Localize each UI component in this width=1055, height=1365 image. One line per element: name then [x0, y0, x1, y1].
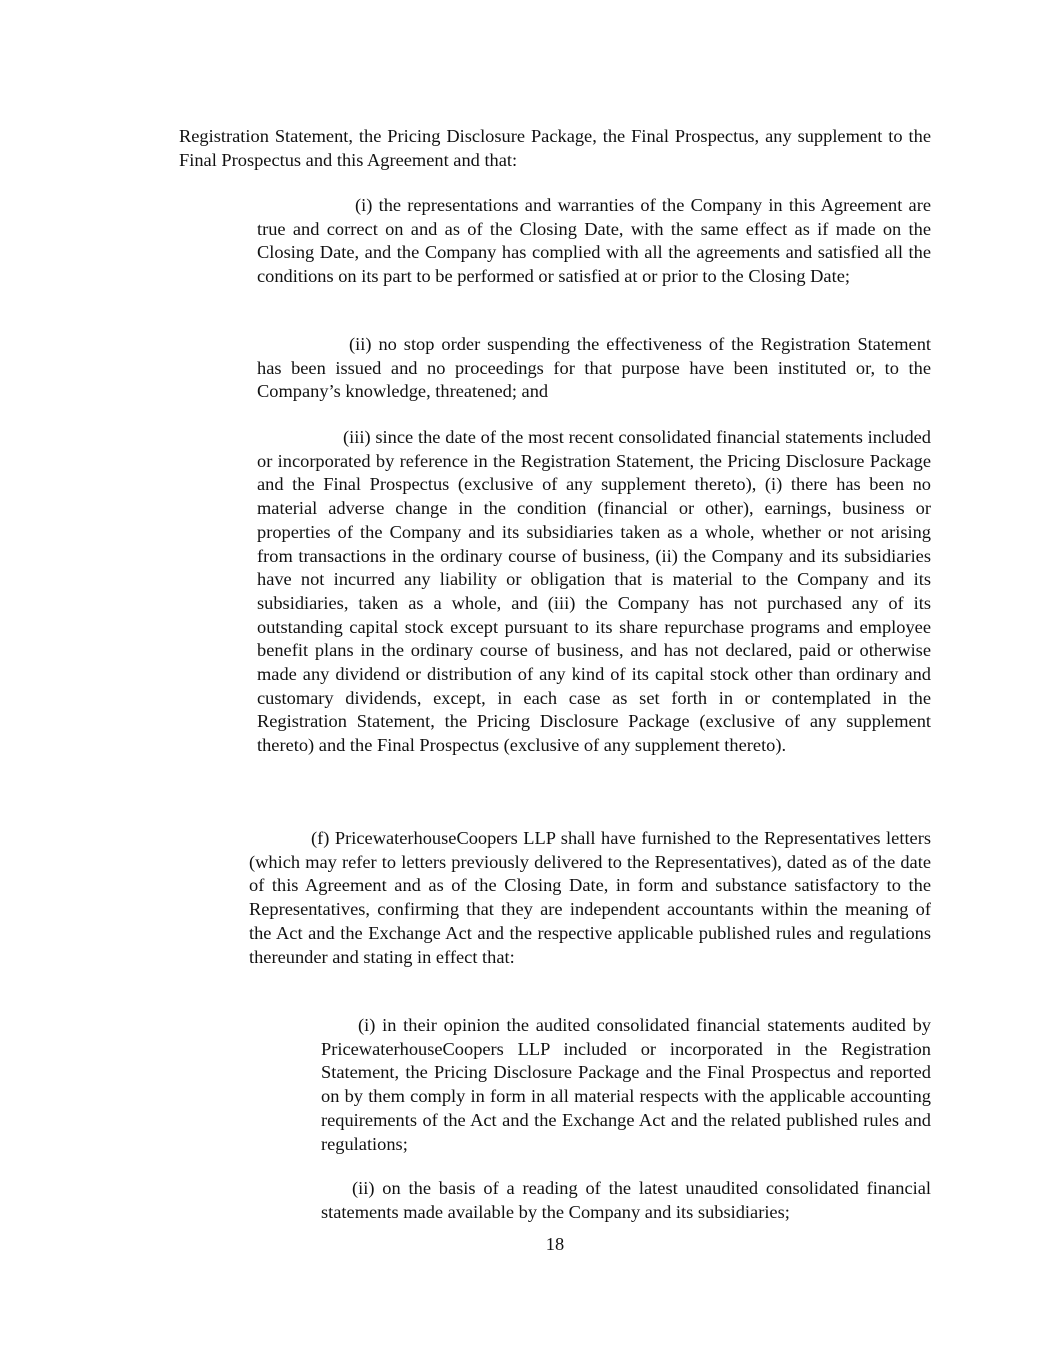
- condition-item-ii: [257, 333, 931, 404]
- item-label: (i): [358, 1015, 376, 1035]
- section-label: (f): [311, 828, 330, 848]
- section-f-paragraph: [249, 827, 931, 969]
- accountant-item-ii: [321, 1177, 931, 1224]
- item-text: no stop order suspending the effectiveness of the Registration Statement has been issued and no proceedings for that purpose have been instituted or, to the Company’s knowledge, threatened; and: [257, 334, 931, 402]
- accountant-item-i: [321, 1014, 931, 1156]
- item-text: since the date of the most recent consolidated financial statements included or incorporated by reference in the Registration Statement, the Pricing Disclosure Package and the Final Prospectus (exclusive of any supplement thereto), (i) there has been no material adverse change in the condition (financial or other), earnings, business or properties of the Company and its subsidiaries taken as a whole, whether or not arising from transactions in the ordinary course of business, (ii) the Company and its subsidiaries have not incurred any liability or obligation that is material to the Company and its subsidiaries, taken as a whole, and (iii) the Company has not purchased any of its outstanding capital stock except pursuant to its share repurchase programs and employee benefit plans in the ordinary course of business, and has not declared, paid or otherwise made any dividend or distribution of any kind of its capital stock other than ordinary and customary dividends, except, in each case as set forth in or contemplated in the Registration Statement, the Pricing Disclosure Package (exclusive of any supplement thereto) and the Final Prospectus (exclusive of any supplement thereto).: [257, 427, 931, 756]
- item-label: (i): [355, 195, 373, 215]
- item-text: the representations and warranties of the Company in this Agreement are true and correct on and as of the Closing Date, with the same effect as if made on the Closing Date, and the Company has complied with all the agreements and satisfied all the conditions on its part to be performed or satisfied at or prior to the Closing Date;: [257, 195, 931, 287]
- intro-paragraph: Registration Statement, the Pricing Disclosure Package, the Final Prospectus, any supplement to the Final Prospectus and this Agreement and that:: [179, 126, 931, 170]
- item-label: (ii): [352, 1178, 375, 1198]
- condition-item-iii: [257, 426, 931, 758]
- condition-item-i: [257, 194, 931, 289]
- item-text: in their opinion the audited consolidated financial statements audited by PricewaterhouseCoopers LLP included or incorporated in the Registration Statement, the Pricing Disclosure Package and the Final Prospectus and reported on by them comply in form in all material respects with the applicable accounting requirements of the Act and the Exchange Act and the related published rules and regulations;: [321, 1015, 931, 1154]
- item-label: (iii): [343, 427, 371, 447]
- section-text: PricewaterhouseCoopers LLP shall have furnished to the Representatives letters (which may refer to letters previously delivered to the Representatives), dated as of the date of this Agreement and as of the Closing Date, in form and substance satisfactory to the Representatives, confirming that they are independent accountants within the meaning of the Act and the Exchange Act and the respective applicable published rules and regulations thereunder and stating in effect that:: [249, 828, 931, 967]
- item-text: on the basis of a reading of the latest unaudited consolidated financial statements made available by the Company and its subsidiaries;: [321, 1178, 931, 1222]
- item-label: (ii): [349, 334, 372, 354]
- page-number: 18: [545, 1234, 565, 1254]
